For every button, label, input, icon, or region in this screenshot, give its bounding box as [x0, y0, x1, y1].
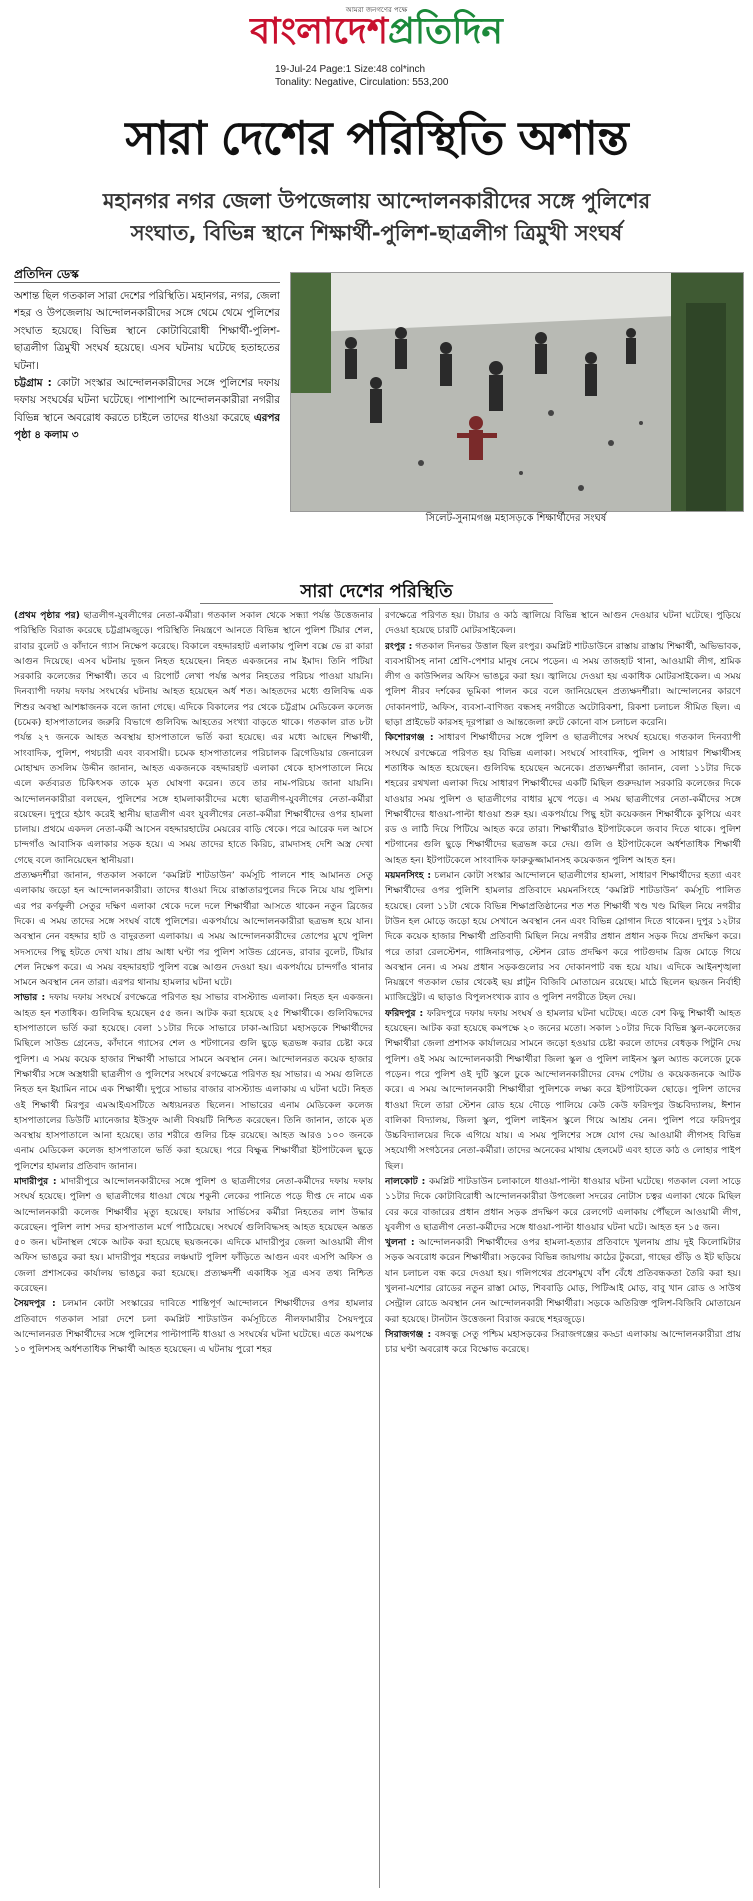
left-paragraph-5-text: চলমান কোটা সংস্কারের দাবিতে শান্তিপূর্ণ আন্দোলনে শিক্ষার্থীদের ওপর হামলার প্রতিবাদে গতকাল সারা দেশে চলা কমপ্লিট শাটডাউন কর্মসূচিতে নীলফামারীর সৈয়দপুরে আন্দোলনরত শিক্ষার্থীদের সঙ্গে পুলিশের পাল্টাপাল্টি ধাওয়া ও সংঘর্ষের ঘটনা ঘটেছে। এতে কমপক্ষে ১০ পুলিশসহ অর্ধশতাধিক শিক্ষার্থী আহত হয়েছেন। এ ঘটনায় পুরো শহর [14, 1298, 373, 1356]
left-paragraph-1 [14, 608, 373, 868]
dateline-khulna: খুলনা : [385, 1237, 415, 1249]
right-paragraph-5 [385, 1006, 741, 1174]
left-paragraph-2: প্রত্যক্ষদর্শীরা জানান, গতকাল সকালে ‘কমপ্লিট শাটডাউন’ কর্মসূচি পালনে শাহ আমানত সেতু এলাকায় জড়ো হন আন্দোলনকারীরা। তাদের ধাওয়া দিয়ে রাস্তাতারপুলের দিকে নিয়ে যায় পুলিশ। এর পর কর্ণফুলী সেতুর দক্ষিণ এলাকা থেকে দলে দলে শিক্ষার্থীরা আসতে থাকেন নতুন ব্রিজের দিকে। এ সময় তাদের সঙ্গে সংঘর্ষ বাধে পুলিশের। একপর্যায়ে আন্দোলনকারীরা ছত্রভঙ্গ হয়ে যান। অবস্থান নেন বহদ্দার হাট ও বাদুরতলা এলাকায়। এ সময় আন্দোলনকারীদের তোপের মুখে পুলিশ সদস্যদের পিছু হটতে দেখা যায়। প্রায় আধা ঘণ্টা পর পুলিশ সাউন্ড গ্রেনেড, রাবার বুলেট, টিয়ার শেল নিক্ষেপ করে। এ সময় বহদ্দারহাট পুলিশ বক্সে আগুন দেওয়া হয়। একপর্যায়ে চান্দগাঁও থানার সামনে অবস্থান নেন তারা। এরপর থানায় হামলার ঘটনা ঘটে। [14, 870, 373, 989]
right-paragraph-2-text: গতকাল দিনভর উত্তাল ছিল রংপুর। কমপ্লিট শাটডাউনে রাস্তায় রাস্তায় শিক্ষার্থী, অভিভাবক, ব্যবসায়ীসহ নানা শ্রেণি-পেশার মানুষ নেমে পড়েন। এ সময় তাজহাট থানা, আওয়ামী লীগ, শ্রমিক লীগ ও কাউন্সিলর অফিস ভাঙচুর করা হয়। জ্বালিয়ে দেওয়া হয় একাধিক মোটরসাইকেল। এ সময় পুলিশ নীরব দর্শকের ভূমিকা পালন করে বলে জানিয়েছেন প্রত্যক্ষদর্শীরা। আন্দোলনের কারণে দোকানপাট, অফিস, ব্যবসা-বাণিজ্য বন্ধসহ নগরীতে অটোরিকশা, রিকশা চলাচল সীমিত ছিল। এ ছাড়া প্রাইভেট কারসহ দূরপাল্লা ও আন্তজেলা রুটে কোনো বাস চলাচল করেনি। [385, 640, 741, 729]
left-paragraph-1-text: ছাত্রলীগ-যুবলীগের নেতা-কর্মীরা। গতকাল সকাল থেকে সন্ধ্যা পর্যন্ত উত্তেজনার পরিস্থিতি বিরাজ করেছে চট্টগ্রামজুড়ে। পরিস্থিতি নিয়ন্ত্রণে আনতে বিভিন্ন স্থানে পুলিশ টিয়ার শেল, রাবার বুলেট ও কাঁদানে গ্যাস নিক্ষেপ করেছে। বিকালে বহদ্দারহাট এলাকায় পুলিশ বক্সে ভে রা কারা আগুন দিয়েছে। এসব ঘটনায় দুজন নিহত হয়েছেন। নিহত একজনের নাম ইমাদ। তিনি পটিয়া সরকারি কলেজের শিক্ষার্থী। তবে এ রিপোর্ট লেখা পর্যন্ত অপর নিহতের পরিচয় পাওয়া যায়নি। দিনব্যাপী দফায় দফায় সংঘর্ষের ঘটনায় আহত হয়েছেন অর্ধ শত। আহতদের মধ্যে গুলিবিদ্ধ এক শিশুর অবস্থা আশঙ্কাজনক বলে জানা গেছে। এদিকে বিকালের পর থেকে চট্টগ্রাম মেডিকেল কলেজ (চমেক) হাসপাতালের জরুরি বিভাগে গুলিবিদ্ধ আহতের সংখ্যা বাড়তে থাকে। গতকাল রাত ৮টা পর্যন্ত ২৭ জনকে আহত অবস্থায় হাসপাতালে ভর্তি করা হয়েছে। এর মধ্যে আছেন শিক্ষার্থী, সাংবাদিক, পুলিশ, পথচারী এবং ব্যবসায়ী। চমেক হাসপাতালের পরিচালক ব্রিগেডিয়ার জেনারেল মোহাম্মদ তসলিম উদ্দীন জানান, আহত একজনকে বহদ্দারহাট এলাকা থেকে হাসপাতালে নিয়ে এলে কর্তব্যরত চিকিৎসক তাকে মৃত ঘোষণা করেন। তবে তার নাম-পরিচয় জানা যায়নি। আন্দোলনকারীরা বলছেন, পুলিশের সঙ্গে হামলাকারীদের মধ্যে ছাত্রলীগ-যুবলীগের নেতা-কর্মীরা রয়েছেন। দুপুরে হঠাৎ করেই স্থানীয় ছাত্রলীগ এবং যুবলীগের নেতা-কর্মীরা শিক্ষার্থীদের ওপর হামলা চালায়। প্রথমে একদল নেতা-কর্মী আসেন বহদ্দারহাটের মেয়রের বাড়ি থেকে। পরে আরেক দল আসে চান্দগাঁও আবাসিক এলাকার সড়ক হয়ে। এ সময় তাদের হাতে কিরিচ, রামদাসহ দেশি অস্ত্র দেখা গেছে বলে জানিয়েছেন স্থানীয়রা। [14, 610, 373, 866]
lede-paragraph-1: অশান্ত ছিল গতকাল সারা দেশের পরিস্থিতি। মহানগর, নগর, জেলা শহর ও উপজেলায় আন্দোলনকারীদের সঙ্গে থেমে থেমে পুলিশের সংঘাত হয়েছে। বিভিন্ন স্থানে কোটাবিরোধী শিক্ষার্থী-পুলিশ-ছাত্রলীগ ত্রিমুখী সংঘর্ষ হয়েছে। এসব ঘটনায় ঘটেছে হতাহতের ঘটনা। [14, 290, 280, 372]
first-page-reference: (প্রথম পৃষ্ঠার পর) [14, 610, 80, 621]
article-subhead-line-2: সংঘাত, বিভিন্ন স্থানে শিক্ষার্থী-পুলিশ-ছাত্রলীগ ত্রিমুখী সংঘর্ষ [130, 221, 623, 245]
right-paragraph-8-text: বঙ্গবন্ধু সেতু পশ্চিম মহাসড়কের সিরাজগঞ্জের কড্ডা এলাকায় আন্দোলনকারীরা প্রায় চার ঘণ্টা অবরোধ করে বিক্ষোভ করেছে। [385, 1328, 741, 1356]
dateline-saidpur: সৈয়দপুর : [14, 1298, 56, 1310]
article-column-left [14, 608, 373, 1898]
right-paragraph-2 [385, 639, 741, 731]
right-paragraph-5-text: ফরিদপুরে দফায় দফায় সংঘর্ষ ও হামলার ঘটনা ঘটেছে। এতে বেশ কিছু শিক্ষার্থী আহত হয়েছেন। আটক করা হয়েছে কমপক্ষে ২০ জনের মতো। সকাল ১০টার দিকে বিভিন্ন স্কুল-কলেজের শিক্ষার্থীরা জেলা প্রশাসক কার্যালয়ের সামনে জড়ো হওয়ার চেষ্টা করলে তাদের বেধড়ক পিটুনি দেয় পুলিশ। ওই সময় আন্দোলনকারী শিক্ষার্থীরা জিলা স্কুল ও পুলিশ লাইনস স্কুল অ্যান্ড কলেজে ঢুকে পড়েন। পরে পুলিশ ওই দুটি স্কুলে ঢুকে আন্দোলনকারীদের বেদম পেটায় ও কয়েকজনকে আটক করে। এ সময় আন্দোলনকারী শিক্ষার্থীরা পুলিশকে লক্ষ্য করে ইটপাটকেল ছোড়ে। পুলিশ তাদের ধাওয়া দিলে তারা স্টেশন রোড হয়ে দৌড়ে পালিয়ে কেউ কেউ ফরিদপুর উচ্চবিদ্যালয়, ঈশান বালিকা বিদ্যালয়, জিলা স্কুল, পুলিশ লাইনস স্কুলে গিয়ে আশ্রয় নেন। পুলিশ পরে ফরিদপুর উচ্চবিদ্যালয়ের দিকে এগিয়ে যায়। এ সময় পুলিশের সঙ্গে যোগ দেয় আওয়ামী লীগসহ বিভিন্ন সহযোগী সংগঠনের নেতা-কর্মীরা। তাদের অনেকের মাথায় হেলমেট এবং হাতে কাঠ ও লোহার পাইপ ছিল। [385, 1007, 741, 1172]
dateline-nalkot: নালকোট : [385, 1175, 426, 1187]
news-photo [290, 272, 744, 512]
left-paragraph-5 [14, 1296, 373, 1357]
right-paragraph-3 [385, 730, 741, 868]
right-paragraph-4-text: চলমান কোটা সংস্কার আন্দোলনে ছাত্রলীগের হামলা, সাধারণ শিক্ষার্থীদের হত্যা এবং শিক্ষার্থীদের ওপর পুলিশি হামলার প্রতিবাদে ময়মনসিংহে ‘কমপ্লিট শাটডাউন’ কর্মসূচি পালিত হয়েছে। বেলা ১১টা থেকে বিভিন্ন শিক্ষাপ্রতিষ্ঠানের শত শত শিক্ষার্থী খণ্ড খণ্ড মিছিল নিয়ে নগরীর টাউন হল মোড়ে জড়ো হয়ে সেখানে অবস্থান নেন এবং বিভিন্ন স্লোগান দিতে থাকেন। দুপুর ১২টার দিকে কয়েক হাজার শিক্ষার্থী প্রতিবাদী মিছিল নিয়ে নগরীর প্রধান প্রধান সড়ক দিয়ে প্রদক্ষিণ করে। পরে তারা রেলস্টেশন, গাঙ্গিনারপাড়, স্টেশন রোড প্রদক্ষিণ করে পাটগুদাম ব্রিজ মোড়ে গিয়ে অবস্থান নেন। এ সময় প্রধান সড়কগুলোর সব দোকানপাট বন্ধ হয়ে যায়। এদিকে আইনশৃঙ্খলা নিয়ন্ত্রণে গতকাল ভোর থেকেই ছয় প্লাটুন বিজিবি মোতায়েন রয়েছে। মাঠে ছিলেন ছয়জন নির্বাহী ম্যাজিস্ট্রেট। এ ছাড়াও বিপুলসংখ্যক র‍্যাব ও পুলিশ নগরীতে টহল দেয়। [385, 870, 741, 1004]
lede-dateline: চট্টগ্রাম : [14, 377, 52, 390]
dateline-faridpur: ফরিদপুর : [385, 1007, 424, 1019]
article-subhead-line-1: মহানগর নগর জেলা উপজেলায় আন্দোলনকারীদের সঙ্গে পুলিশের [102, 189, 651, 213]
left-paragraph-4 [14, 1174, 373, 1296]
left-paragraph-3 [14, 990, 373, 1174]
lede-text [14, 288, 280, 544]
left-paragraph-3-text: দফায় দফায় সংঘর্ষে রণক্ষেত্রে পরিণত হয় সাভার বাসস্ট্যান্ড এলাকা। নিহত হন একজন। আহত হন শতাধিক। গুলিবিদ্ধ হয়েছেন ৫৫ জন। আটক করা হয়েছে ২৫ শিক্ষার্থীকে। গুলিবিদ্ধদের হাসপাতালে ভর্তি করা হয়েছে। বেলা ১১টার দিকে সাভারে ঢাকা-আরিচা মহাসড়কে শিক্ষার্থীদের মিছিলে সাউন্ড গ্রেনেড, কাঁদানে গ্যাসের শেল ও শটগানের গুলি ছুড়ে ছত্রভঙ্গ করার চেষ্টা করে পুলিশ। এ সময় কয়েক হাজার শিক্ষার্থী সাভারে সামনে অবস্থান নেন। আন্দোলনরত কয়েক হাজার শিক্ষার্থীর সঙ্গে অস্ত্রধারী ছাত্রলীগ ও পুলিশের সংঘর্ষে রণক্ষেত্রে পরিণত হয় সাভার। এ সময় গুলিতে নিহত হন ইয়ামিন নামে এক শিক্ষার্থী। দুপুরে সাভার বাজার বাসস্ট্যান্ড এলাকায় এ ঘটনা ঘটে। নিহত ওই শিক্ষার্থী মিরপুর এমআইএসটিতে অধ্যয়নরত ছিলেন। সাভারের এনাম মেডিকেল কলেজ হাসপাতালের ডিউটি ম্যানেজার ইউসুফ আলী বিষয়টি নিশ্চিত করেছেন। তিনি জানান, তাকে মৃত অবস্থায় হাসপাতালে আনা হয়েছে। তার শরীরে গুলির চিহ্ন রয়েছে। আহত আরও ১০০ জনকে এনাম মেডিকেল কলেজ হাসপাতালে ভর্তি করা হয়েছে। পরে বিক্ষুব্ধ শিক্ষার্থীরা ইটপাটকেল ছুড়ে পুলিশের হামলার প্রতিবাদ জানান। [14, 992, 373, 1172]
right-paragraph-1: রণক্ষেত্রে পরিণত হয়। টায়ার ও কাঠ জ্বালিয়ে বিভিন্ন স্থানে আগুন দেওয়ার ঘটনা ঘটেছে। পুড়িয়ে দেওয়া হয়েছে চারটি মোটরসাইকেল। [385, 610, 741, 637]
article-column-right [385, 608, 741, 1898]
dateline-savar: সাভার : [14, 992, 46, 1004]
column-divider [379, 608, 380, 1888]
right-paragraph-4 [385, 868, 741, 1006]
continuation-title: সারা দেশের পরিস্থিতি [300, 581, 453, 602]
photo-caption: সিলেট-সুনামগঞ্জ মহাসড়কে শিক্ষার্থীদের সংঘর্ষ [425, 513, 607, 524]
masthead-part-1: বাংলাদেশ [250, 11, 389, 52]
clipping-meta-tonality: Tonality: Negative, Circulation: 553,200 [275, 77, 449, 88]
newspaper-masthead [0, 12, 753, 52]
right-paragraph-6 [385, 1174, 741, 1235]
clash-scene-image [291, 273, 743, 511]
byline-divider [14, 282, 280, 283]
continued-on-page-note: এরপর পৃষ্ঠা ৪ কলাম ৩ [14, 411, 280, 442]
clipping-meta-date: 19-Jul-24 Page:1 Size:48 col*inch [275, 64, 426, 75]
dateline-mymensingh: ময়মনসিংহ : [385, 870, 432, 882]
right-paragraph-6-text: কমপ্লিট শাটডাউন চলাকালে ধাওয়া-পাল্টা ধাওয়ার ঘটনা ঘটেছে। গতকাল বেলা সাড়ে ১১টার দিকে কোটাবিরোধী আন্দোলনকারীরা উপজেলা সদরের নোটাস চত্বর এলাকা থেকে মিছিল বের করে বাজারের প্রধান প্রধান সড়ক প্রদক্ষিণ করে রেলগেট এলাকায় পৌঁছলে আওয়ামী লীগ, যুবলীগ ও ছাত্রলীগ নেতা-কর্মীদের সঙ্গে ধাওয়া-পাল্টা ধাওয়ার ঘটনা ঘটে। আহত হন ১৫ জন। [385, 1175, 741, 1233]
article-headline: সারা দেশের পরিস্থিতি অশান্ত [125, 111, 628, 165]
byline: প্রতিদিন ডেস্ক [14, 267, 79, 281]
right-paragraph-8 [385, 1327, 741, 1358]
left-paragraph-4-text: মাদারীপুরে আন্দোলনকারীদের সঙ্গে পুলিশ ও ছাত্রলীগের নেতা-কর্মীদের দফায় দফায় সংঘর্ষ হয়েছে। পুলিশ ও ছাত্রলীগের ধাওয়া খেয়ে শকুনী লেকের পানিতে পড়ে দীপ্ত দে নামে এক আন্দোলনকারী কলেজ শিক্ষার্থীর মৃত্যু হয়েছে। ফায়ার সার্ভিসের কর্মীরা নিহতের লাশ উদ্ধার করেছেন। পুলিশ লাশ সদর হাসপাতাল মর্গে পাঠিয়েছে। সংঘর্ষে গুলিবিদ্ধসহ আহত হয়েছেন অন্তত ৫০ জন। ঘটনাস্থল থেকে আটক করা হয়েছে ছয়জনকে। এদিকে মাদারীপুর জেলা আওয়ামী লীগ অফিস ভাঙচুর করা হয়। মাদারীপুর শহরের লঞ্চঘাট পুলিশ ফাঁড়িতে আগুন এবং এসপি অফিস ও জেলা প্রশাসকের কার্যালয় ভাঙচুর করা হয়েছে। প্রত্যক্ষদর্শী একাধিক সূত্র এসব তথ্য নিশ্চিত করেছেন। [14, 1175, 373, 1295]
dateline-rangpur: রংপুর : [385, 640, 413, 652]
right-paragraph-3-text: সাধারণ শিক্ষার্থীদের সঙ্গে পুলিশ ও ছাত্রলীগের সংঘর্ষ হয়েছে। গতকাল দিনব্যাপী সংঘর্ষে রণক্ষেত্রে পরিণত হয় বিভিন্ন এলাকা। সংঘর্ষে সাংবাদিক, পুলিশ ও সাধারণ শিক্ষার্থীসহ শতাধিক আহত হয়েছেন। গুলিবিদ্ধ হয়েছেন অনেকে। প্রত্যক্ষদর্শীরা জানান, বেলা ১১টার দিকে শহরের রথখলা এলাকা দিয়ে সাধারণ শিক্ষার্থীদের একটি মিছিল গুরুদয়াল সরকারি কলেজের দিকে যাওয়ার সময় পুলিশ ও ছাত্রলীগের বাধার মুখে পড়ে। এ সময় ছাত্রলীগের নেতা-কর্মীদের সঙ্গে শিক্ষার্থীদের ধাওয়া-পাল্টা ধাওয়া শুরু হয়। একপর্যায়ে পিছু হটা কয়েকজন শিক্ষার্থীকে কুপিয়ে এবং রড ও লাঠি দিয়ে পিটিয়ে আহত করে তারা। শিক্ষার্থীরাও ইটপাটকেলে জবাব দিতে থাকে। পুলিশ শটগানের গুলি ছুড়ে শিক্ষার্থীদের ছত্রভঙ্গ করে দেয়। গুলি ও ইটপাটকেলে অর্ধশতাধিক শিক্ষার্থী আহত হন। ইটপাটকেলে সাংবাদিক ফারুকুজ্জামানসহ কয়েকজন পুলিশ আহত হন। [385, 732, 741, 866]
dateline-madaripur: মাদারীপুর : [14, 1175, 57, 1187]
right-paragraph-7-text: আন্দোলনকারী শিক্ষার্থীদের ওপর হামলা-হত্যার প্রতিবাদে খুলনায় প্রায় দুই কিলোমিটার সড়ক অবরোধ করেন শিক্ষার্থীরা। সড়কের বিভিন্ন জায়গায় কাঠের টুকরো, গাছের গুঁড়ি ও ইট ছড়িয়ে যান চলাচল বন্ধ করে দেওয়া হয়। গলিপথের প্রবেশমুখে বাঁশ বেঁধে প্রতিবন্ধকতা তৈরি করা হয়। খুলনা-যশোর রোডের নতুন রাস্তা মোড়, শিববাড়ি মোড়, পিটিআই মোড়, বাবু খান রোড ও সাউথ সেন্ট্রাল রোডে অবস্থান নেন আন্দোলনকারী শিক্ষার্থীরা। সড়কে অতিরিক্ত পুলিশ-বিজিবি মোতায়েন করা হয়েছে। টানটান উত্তেজনা বিরাজ করছে শহরজুড়ে। [385, 1237, 741, 1325]
lede-paragraph-2: কোটা সংস্কার আন্দোলনকারীদের সঙ্গে পুলিশের দফায় দফায় সংঘর্ষের ঘটনা ঘটেছে। পাশাপাশি আন্দোলনকারীরা নগরীর বিভিন্ন স্থানে অবরোধ করতে চাইলে তাদের ধাওয়া করেছে [14, 377, 280, 424]
masthead-part-2: প্রতিদিন [388, 11, 503, 52]
right-paragraph-7 [385, 1235, 741, 1327]
masthead-tagline: আমরা জনগণের পক্ষে [345, 6, 408, 14]
dateline-sirajganj: সিরাজগঞ্জ : [385, 1328, 432, 1340]
dateline-kishoreganj: কিশোরগঞ্জ : [385, 732, 434, 744]
continuation-title-rule [200, 603, 553, 604]
